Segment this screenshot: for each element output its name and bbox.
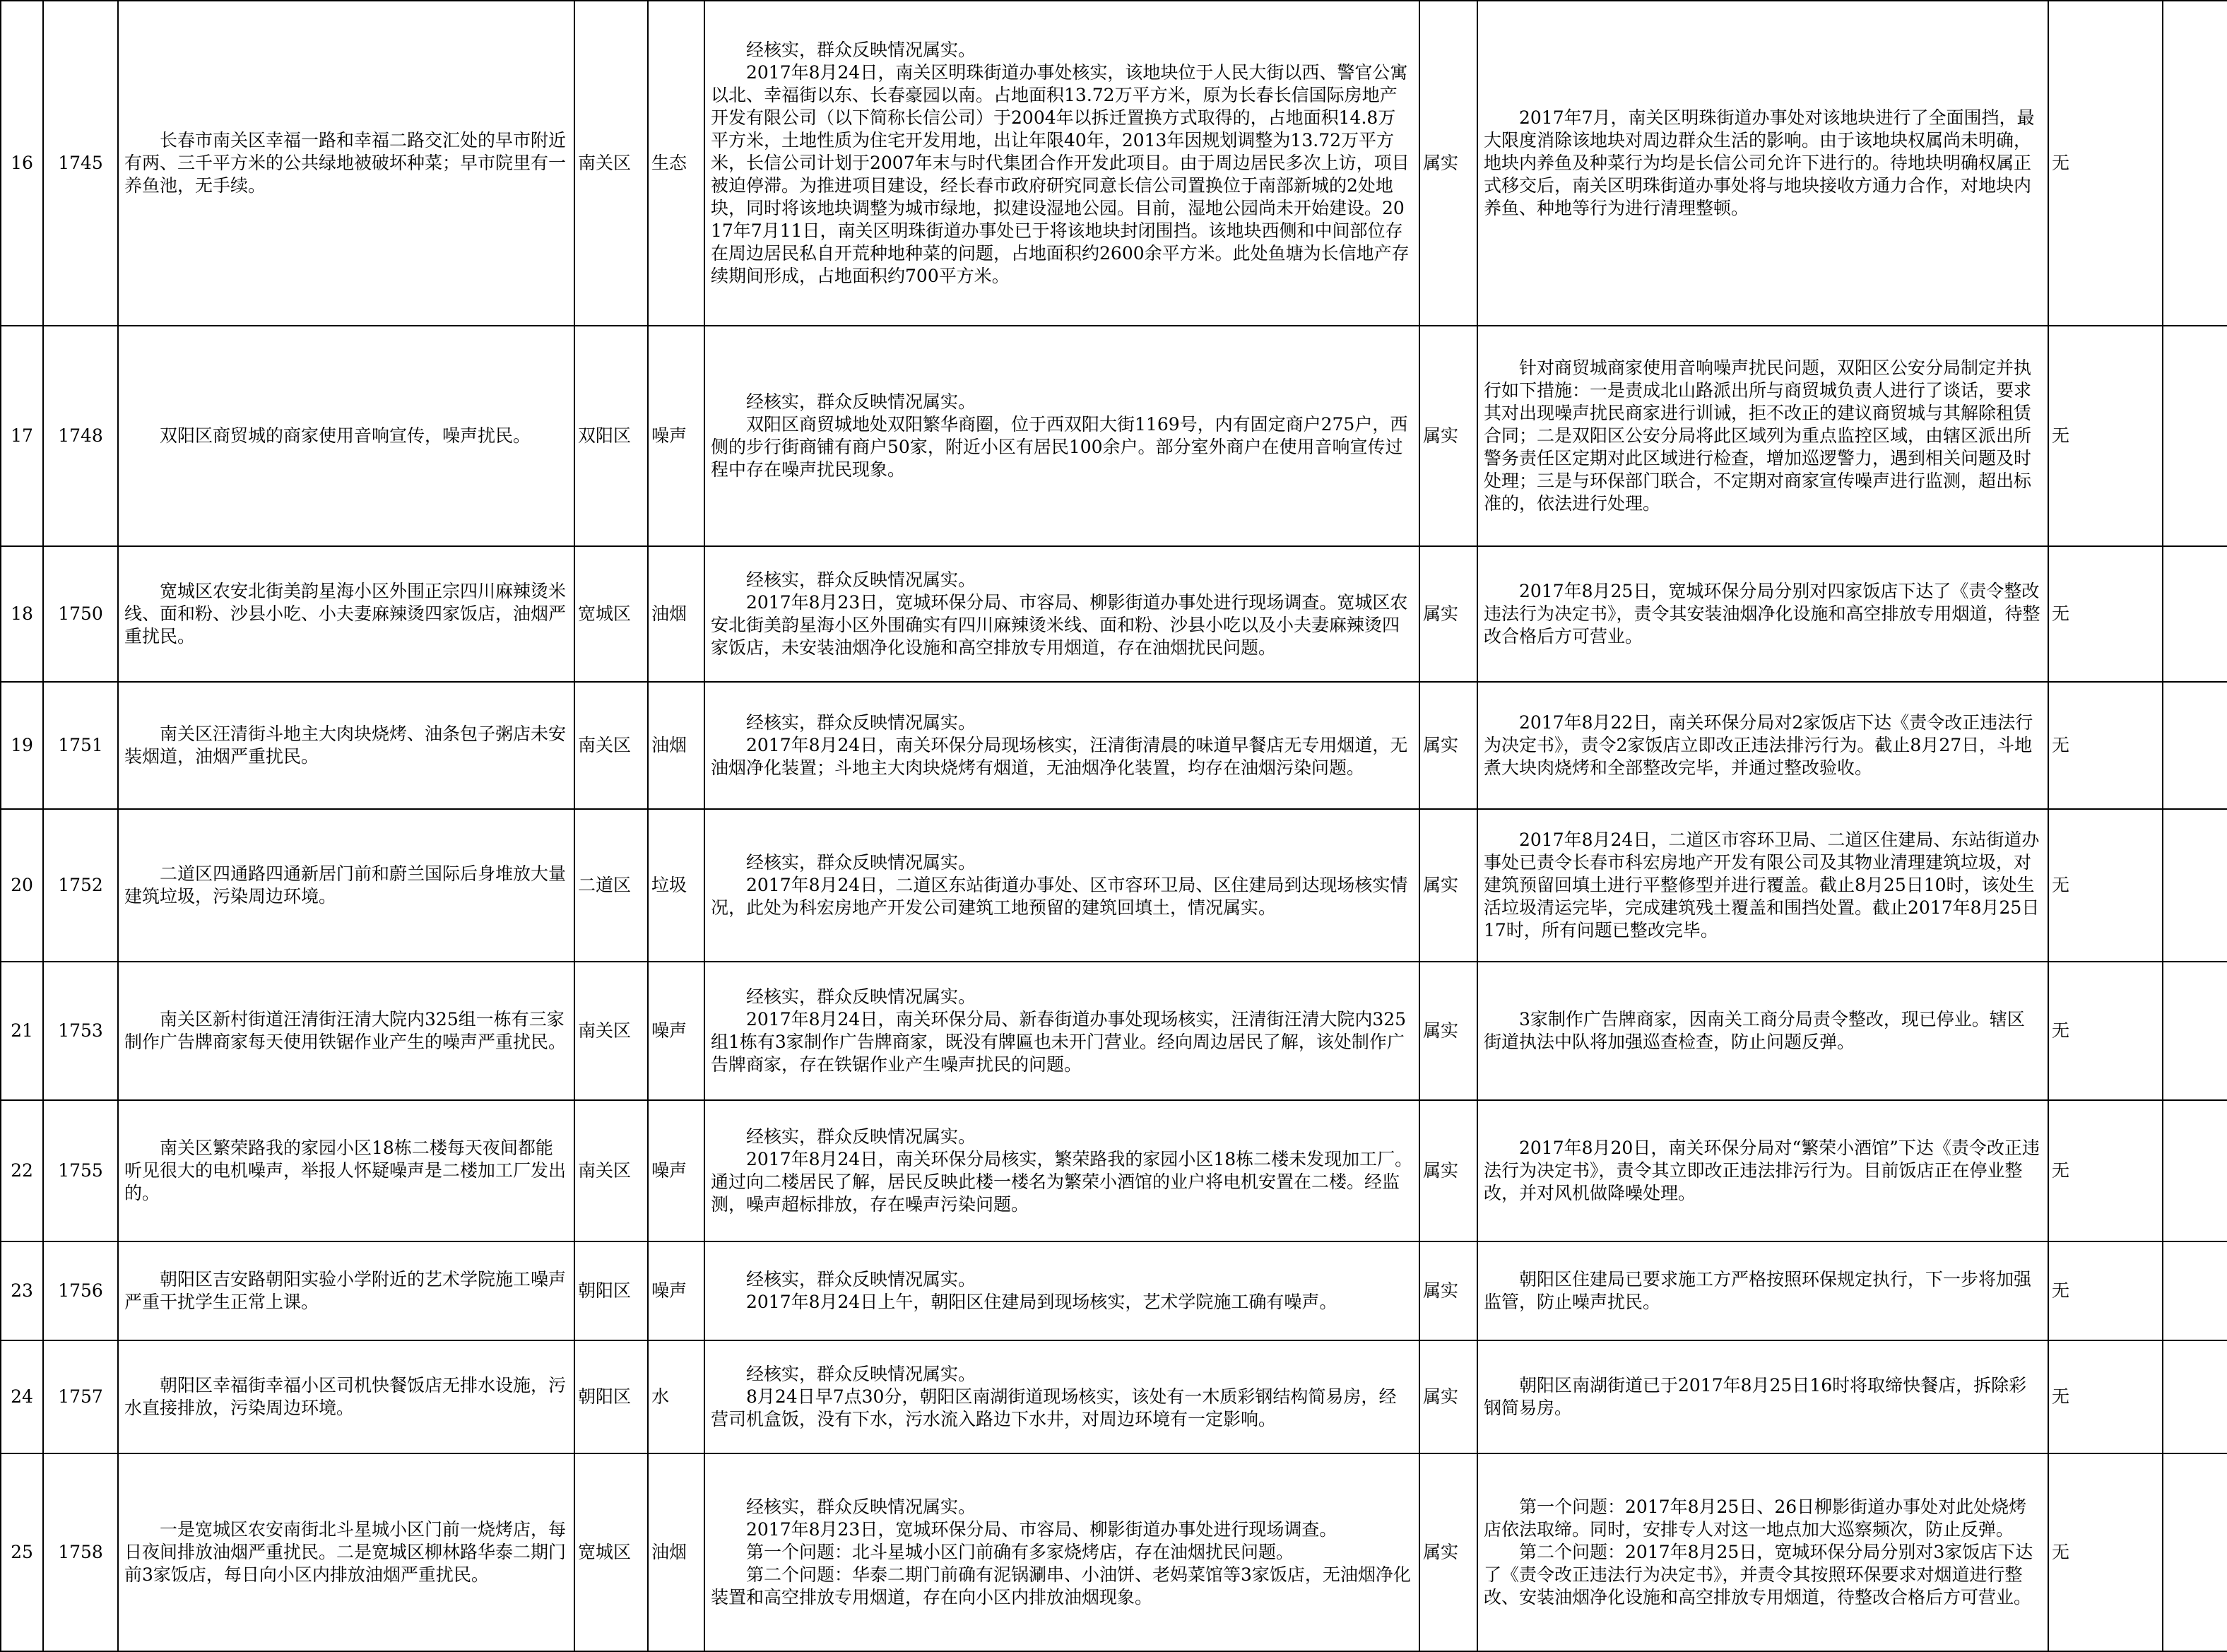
pollution-type-cell: 油烟 xyxy=(648,682,704,809)
verification-cell-paragraph: 2017年8月24日，南关环保分局、新春街道办事处现场核实，汪清街汪清大院内325组1栋有3家制作广告牌商家，既没有牌匾也未开门营业。经向周边居民了解，该处制作广告牌商家，存在铁锯作业产生噪声扰民的问题。 xyxy=(711,1009,1407,1075)
verification-cell-paragraph: 2017年8月24日，二道区东站街道办事处、区市容环卫局、区住建局到达现场核实情况，此处为科宏房地产开发公司建筑工地预留的建筑回填土，情况属实。 xyxy=(711,875,1408,918)
verification-cell-paragraph: 2017年8月24日，南关区明珠街道办事处核实，该地块位于人民大街以西、警官公寓以北、幸福街以东、长春豪园以南。占地面积13.72万平方米，原为长春长信国际房地产开发有限公司（以下简称长信公司）于2004年以拆迁置换方式取得的，占地面积14.8万平方米，土地性质为住宅开发用地，出让年限40年，2013年因规划调整为13.72万平方米，长信公司计划于2007年末与时代集团合作开发此项目。由于周边居民多次上访，项目被迫停滞。为推进项目建设，经长春市政府研究同意长信公司置换位于南部新城的2处地块，同时将该地块调整为城市绿地，拟建设湿地公园。目前，湿地公园尚未开始建设。2017年7月11日，南关区明珠街道办事处已于将该地块封闭围挡。该地块西侧和中间部位存在周边居民私自开荒种地种菜的问题，占地面积约2600余平方米。此处鱼塘为长信地产存续期间形成，占地面积约700平方米。 xyxy=(711,62,1410,286)
verification-cell-paragraph: 2017年8月24日上午，朝阳区住建局到现场核实，艺术学院施工确有噪声。 xyxy=(746,1292,1337,1312)
verification-cell xyxy=(704,809,1419,962)
district-cell: 宽城区 xyxy=(574,1453,648,1651)
accountability-cell: 无 xyxy=(2048,962,2163,1100)
verification-cell-paragraph: 经核实，群众反映情况属实。 xyxy=(746,1269,976,1290)
case-id: 1750 xyxy=(43,546,118,682)
complaint-cell xyxy=(118,1,574,326)
row-number: 25 xyxy=(1,1453,43,1651)
note-cell xyxy=(2163,1100,2227,1241)
row-number: 19 xyxy=(1,682,43,809)
table-row xyxy=(1,1100,2227,1241)
handling-cell-paragraph: 针对商贸城商家使用音响噪声扰民问题，双阳区公安分局制定并执行如下措施：一是责成北山路派出所与商贸城负责人进行了谈话，要求其对出现噪声扰民商家进行训诫，拒不改正的建议商贸城与其解除租赁合同；二是双阳区公安分局将此区域列为重点监控区域，由辖区派出所警务责任区定期对此区域进行检查，增加巡逻警力，遇到相关问题及时处理；三是与环保部门联合，不定期对商家宣传噪声进行监测，超出标准的，依法进行处理。 xyxy=(1484,358,2032,514)
note-cell xyxy=(2163,809,2227,962)
verification-cell xyxy=(704,546,1419,682)
verification-cell-paragraph: 经核实，群众反映情况属实。 xyxy=(746,1126,976,1147)
table-row xyxy=(1,682,2227,809)
district-cell: 南关区 xyxy=(574,962,648,1100)
table-row xyxy=(1,809,2227,962)
verdict-cell: 属实 xyxy=(1419,1241,1477,1340)
verification-cell-paragraph: 2017年8月23日，宽城环保分局、市容局、柳影街道办事处进行现场调查。宽城区农安北街美韵星海小区外围确实有四川麻辣烫米线、面和粉、沙县小吃以及小夫妻麻辣烫四家饭店，未安装油烟净化设施和高空排放专用烟道，存在油烟扰民问题。 xyxy=(711,592,1408,658)
complaint-cell xyxy=(118,326,574,546)
verification-cell xyxy=(704,326,1419,546)
accountability-cell: 无 xyxy=(2048,1100,2163,1241)
handling-cell-paragraph: 2017年8月25日，宽城环保分局分别对四家饭店下达了《责令整改违法行为决定书》，责令其安装油烟净化设施和高空排放专用烟道，待整改合格后方可营业。 xyxy=(1484,581,2040,647)
verification-cell-paragraph: 经核实，群众反映情况属实。 xyxy=(746,391,976,412)
handling-cell xyxy=(1477,1241,2048,1340)
verification-cell-paragraph: 经核实，群众反映情况属实。 xyxy=(746,1364,976,1384)
accountability-cell: 无 xyxy=(2048,682,2163,809)
accountability-cell: 无 xyxy=(2048,546,2163,682)
row-number: 23 xyxy=(1,1241,43,1340)
handling-cell xyxy=(1477,326,2048,546)
row-number: 16 xyxy=(1,1,43,326)
verification-cell-paragraph: 经核实，群众反映情况属实。 xyxy=(746,40,976,60)
complaint-text: 宽城区农安北街美韵星海小区外围正宗四川麻辣烫米线、面和粉、沙县小吃、小夫妻麻辣烫四家饭店，油烟严重扰民。 xyxy=(124,581,567,647)
verification-cell xyxy=(704,1340,1419,1453)
complaint-cell xyxy=(118,1241,574,1340)
verification-cell-paragraph: 第一个问题：北斗星城小区门前确有多家烧烤店，存在油烟扰民问题。 xyxy=(746,1542,1294,1562)
table-row xyxy=(1,962,2227,1100)
pollution-type-cell: 噪声 xyxy=(648,326,704,546)
handling-cell-paragraph: 2017年7月，南关区明珠街道办事处对该地块进行了全面围挡，最大限度消除该地块对周边群众生活的影响。由于该地块权属尚未明确，地块内养鱼及种菜行为均是长信公司允许下进行的。待地块明确权属正式移交后，南关区明珠街道办事处将与地块接收方通力合作，对地块内养鱼、种地等行为进行清理整顿。 xyxy=(1484,107,2035,218)
complaint-text: 南关区繁荣路我的家园小区18栋二楼每天夜间都能听见很大的电机噪声，举报人怀疑噪声是二楼加工厂发出的。 xyxy=(124,1138,567,1203)
verification-cell-paragraph: 经核实，群众反映情况属实。 xyxy=(746,1497,976,1517)
complaint-cell xyxy=(118,546,574,682)
complaint-cell xyxy=(118,962,574,1100)
verification-cell-paragraph: 经核实，群众反映情况属实。 xyxy=(746,986,976,1007)
handling-cell xyxy=(1477,546,2048,682)
case-id: 1752 xyxy=(43,809,118,962)
handling-cell-paragraph: 朝阳区住建局已要求施工方严格按照环保规定执行，下一步将加强监管，防止噪声扰民。 xyxy=(1484,1269,2032,1312)
verification-cell xyxy=(704,682,1419,809)
handling-cell xyxy=(1477,1,2048,326)
verification-cell-paragraph: 经核实，群众反映情况属实。 xyxy=(746,570,976,590)
complaint-text: 一是宽城区农安南街北斗星城小区门前一烧烤店，每日夜间排放油烟严重扰民。二是宽城区柳林路华泰二期门前3家饭店，每日向小区内排放油烟严重扰民。 xyxy=(124,1519,567,1585)
note-cell xyxy=(2163,1241,2227,1340)
verdict-cell: 属实 xyxy=(1419,546,1477,682)
handling-cell xyxy=(1477,962,2048,1100)
table-row xyxy=(1,546,2227,682)
note-cell xyxy=(2163,546,2227,682)
row-number: 18 xyxy=(1,546,43,682)
case-id: 1748 xyxy=(43,326,118,546)
complaint-cell xyxy=(118,1340,574,1453)
complaint-text: 朝阳区吉安路朝阳实验小学附近的艺术学院施工噪声严重干扰学生正常上课。 xyxy=(124,1269,567,1312)
handling-cell-paragraph: 2017年8月24日，二道区市容环卫局、二道区住建局、东站街道办事处已责令长春市科宏房地产开发有限公司及其物业清理建筑垃圾，对建筑预留回填土进行平整修型并进行覆盖。截止8月25日10时，该处生活垃圾清运完毕，完成建筑残土覆盖和围挡处置。截止2017年8月25日17时，所有问题已整改完毕。 xyxy=(1484,830,2040,940)
table-row xyxy=(1,1340,2227,1453)
verdict-cell: 属实 xyxy=(1419,1100,1477,1241)
handling-cell-paragraph: 2017年8月20日，南关环保分局对“繁荣小酒馆”下达《责令改正违法行为决定书》，责令其立即改正违法排污行为。目前饭店正在停业整改，并对风机做降噪处理。 xyxy=(1484,1138,2040,1203)
district-cell: 朝阳区 xyxy=(574,1241,648,1340)
complaint-cell xyxy=(118,809,574,962)
complaint-text: 长春市南关区幸福一路和幸福二路交汇处的早市附近有两、三千平方米的公共绿地被破坏种菜；早市院里有一养鱼池，无手续。 xyxy=(124,130,567,196)
handling-cell xyxy=(1477,1453,2048,1651)
verification-cell-paragraph: 经核实，群众反映情况属实。 xyxy=(746,712,976,733)
verification-cell xyxy=(704,1100,1419,1241)
note-cell xyxy=(2163,1,2227,326)
verification-cell-paragraph: 经核实，群众反映情况属实。 xyxy=(746,852,976,873)
note-cell xyxy=(2163,1340,2227,1453)
verification-cell xyxy=(704,1241,1419,1340)
case-id: 1758 xyxy=(43,1453,118,1651)
verification-cell-paragraph: 2017年8月24日，南关环保分局核实，繁荣路我的家园小区18栋二楼未发现加工厂。通过向二楼居民了解，居民反映此楼一楼名为繁荣小酒馆的业户将电机安置在二楼。经监测，噪声超标排放，存在噪声污染问题。 xyxy=(711,1149,1413,1215)
complaint-text: 朝阳区幸福街幸福小区司机快餐饭店无排水设施，污水直接排放，污染周边环境。 xyxy=(124,1375,567,1418)
district-cell: 双阳区 xyxy=(574,326,648,546)
complaint-text: 南关区新村街道汪清街汪清大院内325组一栋有三家制作广告牌商家每天使用铁锯作业产生的噪声严重扰民。 xyxy=(124,1009,567,1052)
district-cell: 朝阳区 xyxy=(574,1340,648,1453)
handling-cell xyxy=(1477,1100,2048,1241)
handling-cell xyxy=(1477,682,2048,809)
verification-cell xyxy=(704,962,1419,1100)
table-row xyxy=(1,326,2227,546)
district-cell: 南关区 xyxy=(574,682,648,809)
pollution-type-cell: 噪声 xyxy=(648,1100,704,1241)
row-number: 21 xyxy=(1,962,43,1100)
verdict-cell: 属实 xyxy=(1419,1453,1477,1651)
pollution-type-cell: 噪声 xyxy=(648,962,704,1100)
verification-cell xyxy=(704,1,1419,326)
row-number: 24 xyxy=(1,1340,43,1453)
verification-cell xyxy=(704,1453,1419,1651)
note-cell xyxy=(2163,1453,2227,1651)
handling-cell xyxy=(1477,809,2048,962)
complaint-text: 二道区四通路四通新居门前和蔚兰国际后身堆放大量建筑垃圾，污染周边环境。 xyxy=(124,863,567,907)
accountability-cell: 无 xyxy=(2048,1340,2163,1453)
pollution-type-cell: 油烟 xyxy=(648,546,704,682)
complaint-text: 南关区汪清街斗地主大肉块烧烤、油条包子粥店未安装烟道，油烟严重扰民。 xyxy=(124,724,567,767)
note-cell xyxy=(2163,682,2227,809)
district-cell: 南关区 xyxy=(574,1,648,326)
handling-cell-paragraph: 第一个问题：2017年8月25日、26日柳影街道办事处对此处烧烤店依法取缔。同时，安排专人对这一地点加大巡察频次，防止反弹。 xyxy=(1484,1497,2027,1540)
verdict-cell: 属实 xyxy=(1419,1,1477,326)
handling-cell-paragraph: 第二个问题：2017年8月25日，宽城环保分局分别对3家饭店下达了《责令改正违法行为决定书》，并责令其按照环保要求对烟道进行整改、安装油烟净化设施和高空排放专用烟道，待整改合格后方可营业。 xyxy=(1484,1542,2033,1607)
row-number: 22 xyxy=(1,1100,43,1241)
accountability-cell: 无 xyxy=(2048,1,2163,326)
district-cell: 南关区 xyxy=(574,1100,648,1241)
row-number: 17 xyxy=(1,326,43,546)
district-cell: 宽城区 xyxy=(574,546,648,682)
verification-cell-paragraph: 第二个问题：华泰二期门前确有泥锅涮串、小油饼、老妈菜馆等3家饭店，无油烟净化装置和高空排放专用烟道，存在向小区内排放油烟现象。 xyxy=(711,1564,1411,1607)
case-id: 1745 xyxy=(43,1,118,326)
accountability-cell: 无 xyxy=(2048,326,2163,546)
table-row xyxy=(1,1241,2227,1340)
note-cell xyxy=(2163,962,2227,1100)
complaint-cell xyxy=(118,1100,574,1241)
case-id: 1755 xyxy=(43,1100,118,1241)
complaint-text: 双阳区商贸城的商家使用音响宣传，噪声扰民。 xyxy=(160,425,531,446)
verdict-cell: 属实 xyxy=(1419,326,1477,546)
verdict-cell: 属实 xyxy=(1419,962,1477,1100)
case-id: 1751 xyxy=(43,682,118,809)
handling-cell-paragraph: 2017年8月22日，南关环保分局对2家饭店下达《责令改正违法行为决定书》，责令2家饭店立即改正违法排污行为。截止8月27日，斗地煮大块肉烧烤和全部整改完毕，并通过整改验收。 xyxy=(1484,712,2033,778)
verification-cell-paragraph: 8月24日早7点30分，朝阳区南湖街道现场核实，该处有一木质彩钢结构简易房，经营司机盒饭，没有下水，污水流入路边下水井，对周边环境有一定影响。 xyxy=(711,1386,1397,1429)
verdict-cell: 属实 xyxy=(1419,682,1477,809)
table-row xyxy=(1,1453,2227,1651)
pollution-type-cell: 噪声 xyxy=(648,1241,704,1340)
complaint-cell xyxy=(118,682,574,809)
pollution-type-cell: 生态 xyxy=(648,1,704,326)
verification-cell-paragraph: 2017年8月23日，宽城环保分局、市容局、柳影街道办事处进行现场调查。 xyxy=(746,1519,1337,1540)
verdict-cell: 属实 xyxy=(1419,809,1477,962)
case-id: 1753 xyxy=(43,962,118,1100)
accountability-cell: 无 xyxy=(2048,809,2163,962)
handling-cell xyxy=(1477,1340,2048,1453)
row-number: 20 xyxy=(1,809,43,962)
case-id: 1756 xyxy=(43,1241,118,1340)
handling-cell-paragraph: 朝阳区南湖街道已于2017年8月25日16时将取缔快餐店，拆除彩钢简易房。 xyxy=(1484,1375,2027,1418)
table-row xyxy=(1,1,2227,326)
accountability-cell: 无 xyxy=(2048,1453,2163,1651)
note-cell xyxy=(2163,326,2227,546)
pollution-type-cell: 水 xyxy=(648,1340,704,1453)
complaint-cell xyxy=(118,1453,574,1651)
handling-cell-paragraph: 3家制作广告牌商家，因南关工商分局责令整改，现已停业。辖区街道执法中队将加强巡查检查，防止问题反弹。 xyxy=(1484,1009,2025,1052)
pollution-type-cell: 垃圾 xyxy=(648,809,704,962)
district-cell: 二道区 xyxy=(574,809,648,962)
verification-cell-paragraph: 双阳区商贸城地处双阳繁华商圈，位于西双阳大街1169号，内有固定商户275户，西侧的步行街商铺有商户50家，附近小区有居民100余户。部分室外商户在使用音响宣传过程中存在噪声扰民现象。 xyxy=(711,414,1408,480)
pollution-type-cell: 油烟 xyxy=(648,1453,704,1651)
verification-cell-paragraph: 2017年8月24日，南关环保分局现场核实，汪清街清晨的味道早餐店无专用烟道，无油烟净化装置；斗地主大肉块烧烤有烟道，无油烟净化装置，均存在油烟污染问题。 xyxy=(711,735,1408,778)
verdict-cell: 属实 xyxy=(1419,1340,1477,1453)
accountability-cell: 无 xyxy=(2048,1241,2163,1340)
case-id: 1757 xyxy=(43,1340,118,1453)
